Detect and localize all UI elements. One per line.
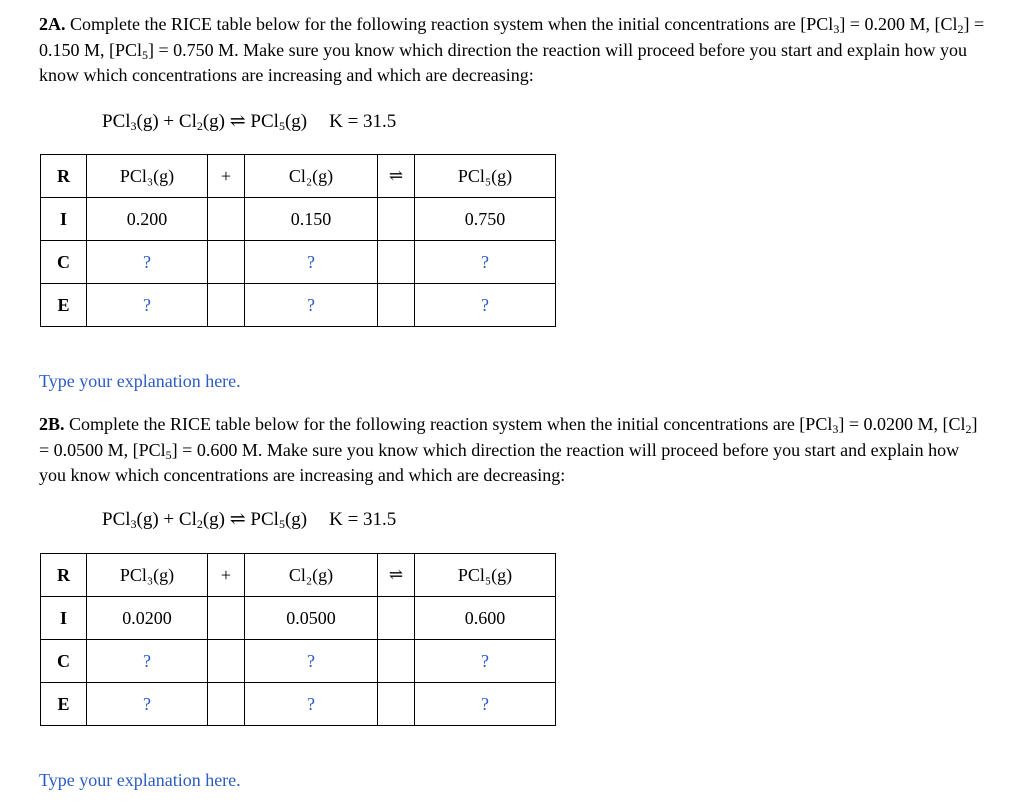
table-cell-input[interactable]: ?: [415, 683, 556, 726]
header-cell: +: [208, 554, 245, 597]
table-row: [41, 640, 556, 683]
equilibrium-arrow-icon: ⇌: [378, 554, 415, 597]
table-row: [41, 284, 556, 327]
table-cell: [378, 640, 415, 683]
subscript: 3: [832, 422, 839, 436]
problem-2a-equation: [102, 110, 396, 133]
problem-2b-label: 2B.: [39, 414, 65, 434]
table-cell-input[interactable]: ?: [245, 640, 378, 683]
table-row: [41, 554, 556, 597]
prompt-text: Complete the RICE table below for the following reaction system when the initial concentrations are [PCl: [65, 14, 834, 34]
table-cell: [208, 198, 245, 241]
eq-text: PCl: [102, 509, 131, 530]
prompt-text: ] = 0.600 M. Make sure you know which direction the reaction will proceed before you start and explain how you know which concentrations are increasing and which are decreasing:: [39, 439, 960, 485]
table-row: [41, 155, 556, 198]
table-cell-input[interactable]: ?: [415, 241, 556, 284]
table-cell-input[interactable]: ?: [87, 241, 208, 284]
subscript: 2: [965, 422, 972, 436]
row-label: R: [41, 554, 87, 597]
header-cell: PCl₅(g): [415, 554, 556, 597]
table-cell: 0.750: [415, 198, 556, 241]
subscript: 2: [196, 517, 203, 531]
subscript: 5: [278, 517, 285, 531]
table-cell-input[interactable]: ?: [415, 284, 556, 327]
table-cell: [208, 640, 245, 683]
prompt-text: ] = 0.200 M, [Cl: [839, 14, 958, 34]
eq-text: (g): [284, 509, 308, 530]
table-cell-input[interactable]: ?: [87, 284, 208, 327]
header-cell: +: [208, 155, 245, 198]
table-cell-input[interactable]: ?: [87, 683, 208, 726]
eq-text: (g) + Cl: [136, 111, 197, 132]
row-label: I: [41, 198, 87, 241]
table-cell: [208, 284, 245, 327]
table-cell-input[interactable]: ?: [415, 640, 556, 683]
table-cell: 0.200: [87, 198, 208, 241]
header-cell: PCl₃(g): [87, 155, 208, 198]
header-cell: PCl₃(g): [87, 554, 208, 597]
explanation-field-2a[interactable]: Type your explanation here.: [39, 371, 241, 391]
table-row: [41, 198, 556, 241]
header-cell: PCl₅(g): [415, 155, 556, 198]
equilibrium-constant: K = 31.5: [329, 509, 397, 530]
problem-2a-prompt: [39, 12, 989, 89]
table-row: [41, 683, 556, 726]
table-cell: [378, 284, 415, 327]
prompt-text: ] = 0.0500 M, [PCl: [39, 414, 978, 460]
equilibrium-constant: K = 31.5: [329, 111, 397, 132]
equilibrium-arrow-icon: ⇌: [378, 155, 415, 198]
eq-text: (g) + Cl: [136, 509, 197, 530]
header-cell: Cl₂(g): [245, 155, 378, 198]
table-cell: [208, 241, 245, 284]
table-cell: [378, 198, 415, 241]
rice-table-2b: [40, 553, 556, 726]
table-cell: [208, 597, 245, 640]
subscript: 3: [833, 22, 840, 36]
table-cell-input[interactable]: ?: [245, 683, 378, 726]
eq-text: (g) ⇌ PCl: [202, 509, 279, 530]
table-cell: 0.150: [245, 198, 378, 241]
table-cell: [378, 683, 415, 726]
table-cell: 0.600: [415, 597, 556, 640]
row-label: E: [41, 683, 87, 726]
table-cell: [208, 683, 245, 726]
table-row: [41, 597, 556, 640]
eq-text: (g) ⇌ PCl: [202, 111, 279, 132]
table-cell-input[interactable]: ?: [245, 241, 378, 284]
eq-text: PCl: [102, 111, 131, 132]
row-label: R: [41, 155, 87, 198]
row-label: E: [41, 284, 87, 327]
subscript: 5: [278, 119, 285, 133]
table-cell: [378, 597, 415, 640]
eq-text: (g): [284, 111, 308, 132]
table-cell: 0.0200: [87, 597, 208, 640]
rice-table-2a: [40, 154, 556, 327]
table-cell: 0.0500: [245, 597, 378, 640]
prompt-text: ] = 0.0200 M, [Cl: [838, 414, 966, 434]
table-cell-input[interactable]: ?: [87, 640, 208, 683]
subscript: 5: [165, 447, 172, 462]
explanation-field-2b[interactable]: Type your explanation here.: [39, 770, 241, 790]
subscript: 2: [957, 22, 964, 36]
row-label: I: [41, 597, 87, 640]
prompt-text: Complete the RICE table below for the following reaction system when the initial concentrations are [PCl: [64, 414, 833, 434]
table-cell-input[interactable]: ?: [245, 284, 378, 327]
row-label: C: [41, 640, 87, 683]
table-row: [41, 241, 556, 284]
subscript: 3: [130, 119, 137, 133]
header-cell: Cl₂(g): [245, 554, 378, 597]
subscript: 2: [196, 119, 203, 133]
subscript: 5: [142, 47, 149, 62]
prompt-text: ] = 0.150 M, [PCl: [39, 14, 985, 60]
problem-2a-label: 2A.: [39, 14, 66, 34]
row-label: C: [41, 241, 87, 284]
table-cell: [378, 241, 415, 284]
problem-2b-prompt: [39, 412, 989, 489]
prompt-text: ] = 0.750 M. Make sure you know which direction the reaction will proceed before you start and explain how you know which concentrations are increasing and which are decreasing:: [39, 39, 967, 85]
subscript: 3: [130, 517, 137, 531]
problem-2b-equation: [102, 508, 396, 531]
